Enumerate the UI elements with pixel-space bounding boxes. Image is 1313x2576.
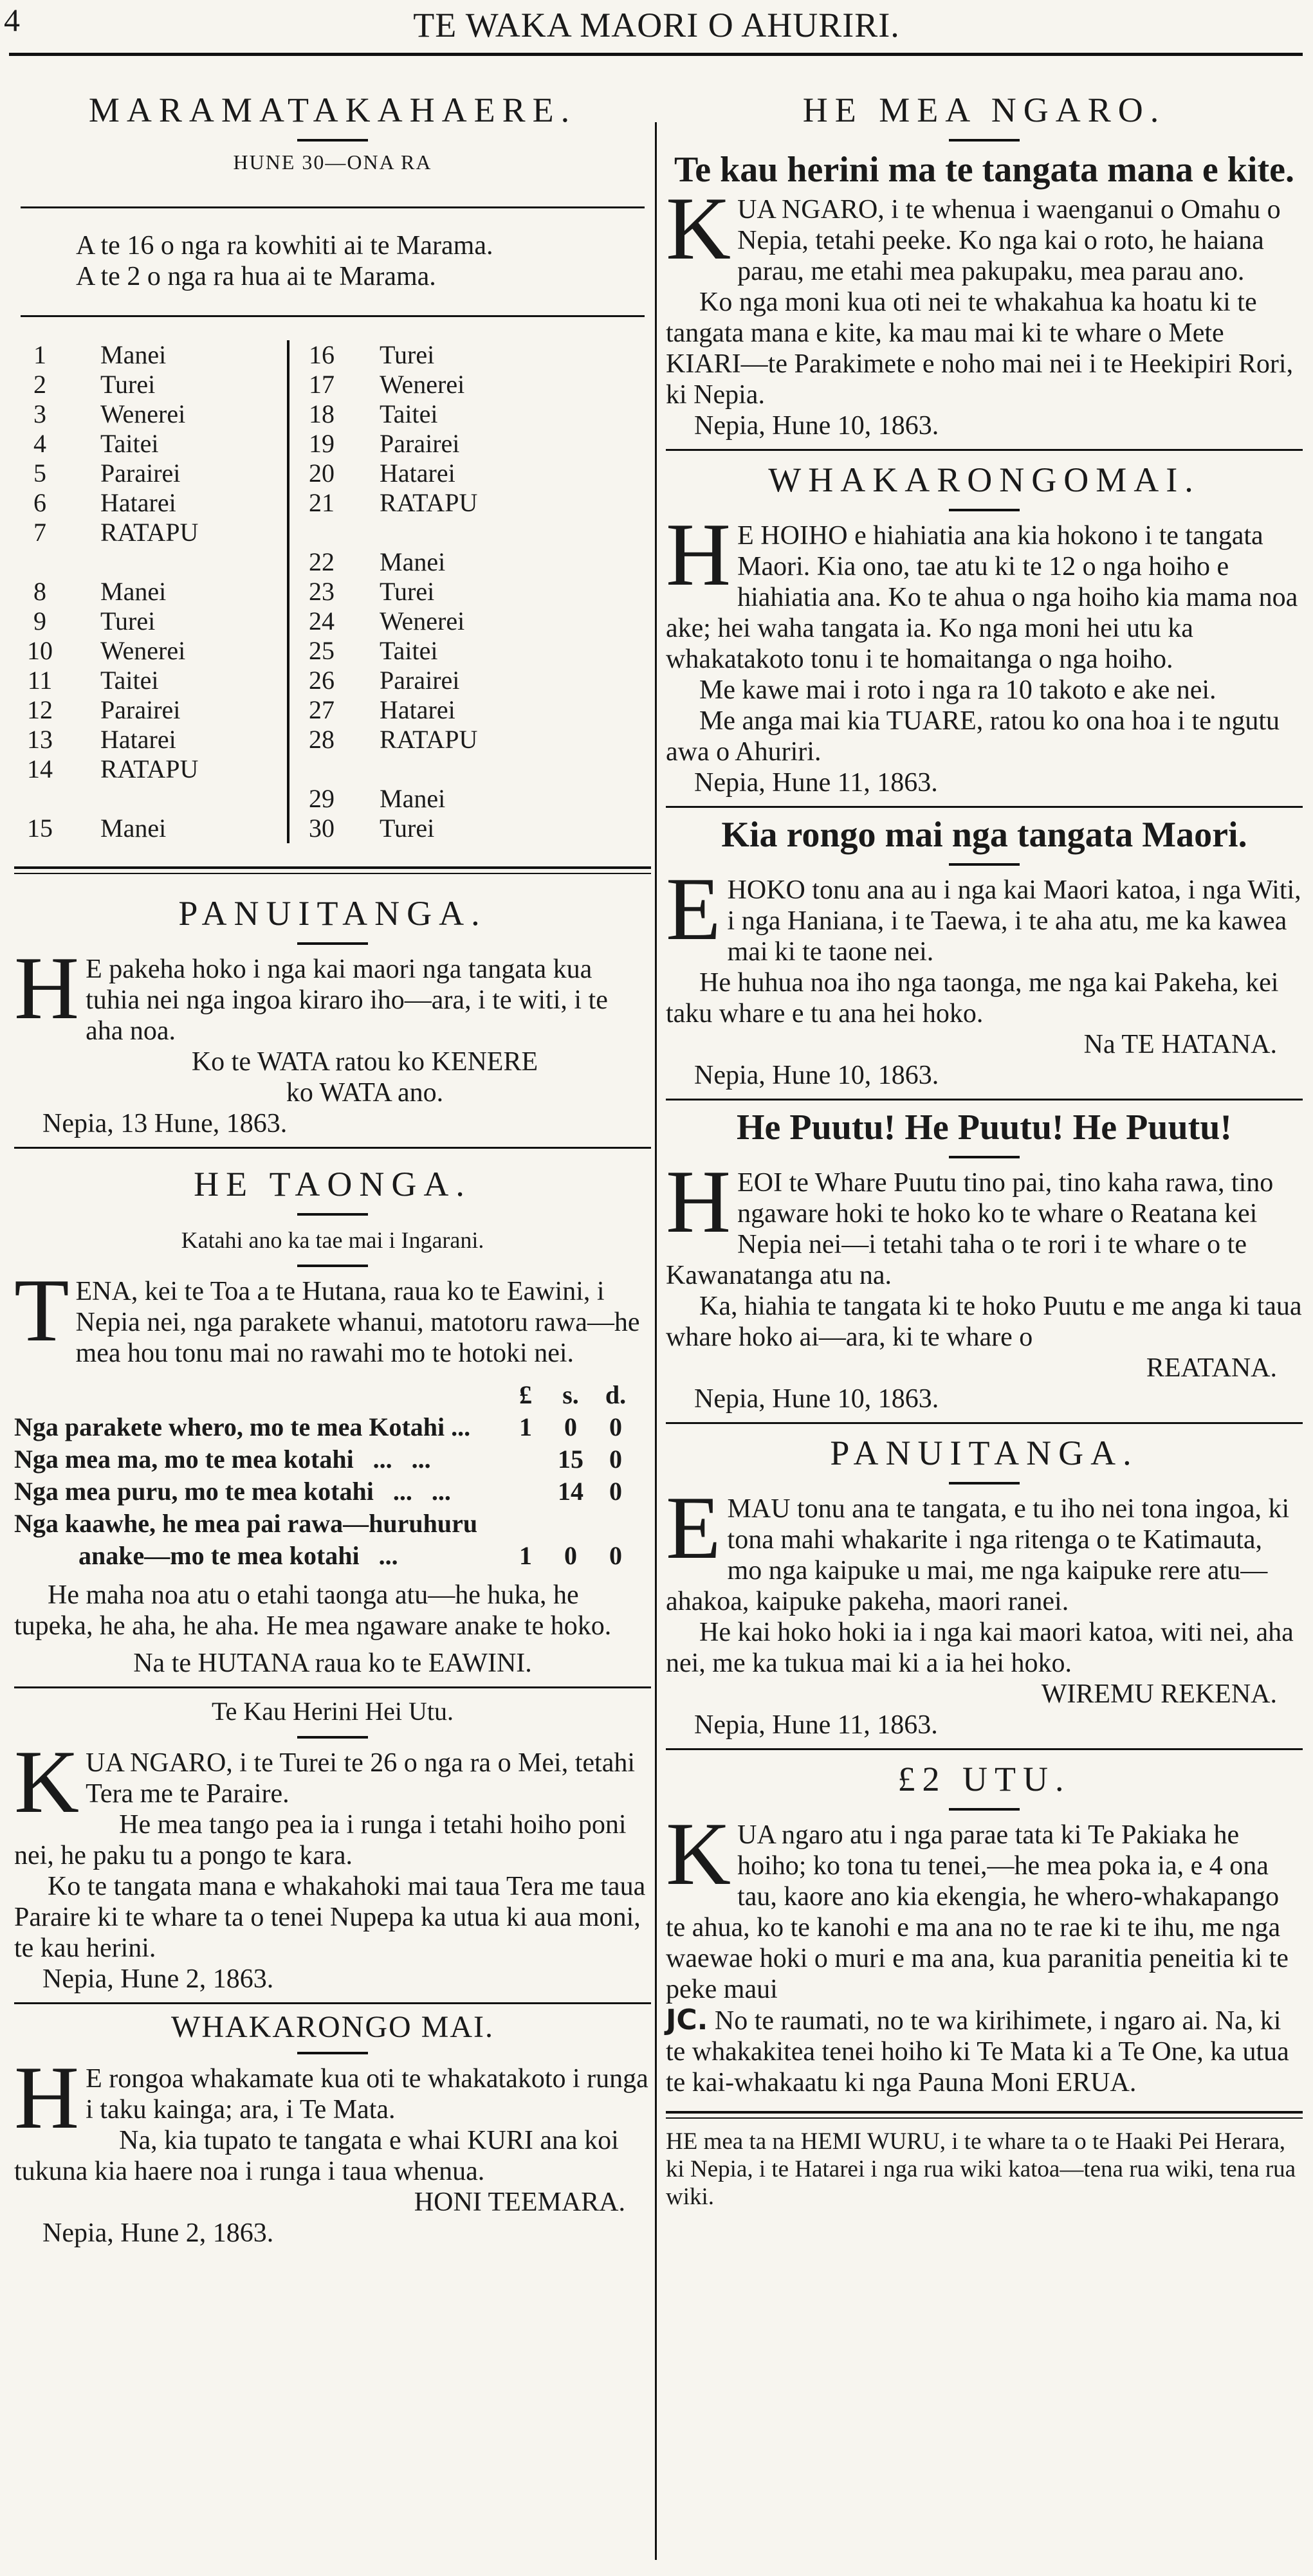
drop-cap: K <box>666 179 731 279</box>
day-number <box>14 784 71 814</box>
section-rule <box>666 1099 1303 1101</box>
price-row <box>14 1475 638 1508</box>
day-number: 5 <box>33 459 46 488</box>
moon-note: A te 2 o nga ra hua ai te Marama. <box>76 262 436 291</box>
day-number: 21 <box>309 488 335 517</box>
price-header-cell: £ <box>519 1380 532 1409</box>
notice-body <box>666 1478 1303 1740</box>
day-name <box>354 518 477 547</box>
day-name: Manei <box>380 547 446 576</box>
calendar-row <box>289 636 477 666</box>
title-rule <box>297 139 368 142</box>
price-row <box>14 1508 638 1540</box>
day-number: 17 <box>309 370 335 399</box>
advert-text: EOI te Whare Puutu tino pai, tino kaha rawa, tino ngaware hoki te hoko ko te whare o Reatana kei Nepia nei—i tetahi taha o te rori i te whare o te Kawanatanga atu na. <box>666 1168 1274 1290</box>
day-name: Taitei <box>100 429 159 458</box>
day-number: 28 <box>309 725 335 754</box>
notice-text: UA NGARO, i te whenua i waenganui o Omahu o Nepia, tetahi peeke. Ko nga kai o roto, he haiana parau, me etahi mea pakupaku, mea parau ano. <box>737 195 1281 286</box>
signature: Na TE HATANA. <box>1083 1030 1277 1059</box>
notice-title: WHAKARONGO MAI. <box>171 2010 494 2044</box>
day-number: 13 <box>27 725 53 754</box>
advert-date: Nepia, Hune 10, 1863. <box>694 1384 939 1414</box>
kau-herini-notice <box>14 1696 651 1995</box>
day-name: Manei <box>100 340 167 369</box>
title-rule <box>949 1482 1020 1484</box>
section-rule <box>666 806 1303 808</box>
price-value: 0 <box>609 1445 622 1474</box>
day-number: 12 <box>27 695 53 724</box>
notice-title: Te Kau Herini Hei Utu. <box>212 1697 454 1726</box>
taonga-advert <box>14 1164 651 1679</box>
day-name: Taitei <box>100 666 159 695</box>
day-number: 2 <box>33 370 46 399</box>
price-description: anake—mo te mea kotahi ... <box>14 1541 398 1570</box>
colophon <box>666 2128 1303 2211</box>
title-rule <box>297 942 368 945</box>
price-value: 15 <box>558 1445 583 1474</box>
calendar-row <box>14 429 288 459</box>
signature: WIREMU REKENA. <box>1041 1679 1277 1709</box>
day-name: Wenerei <box>380 370 465 399</box>
calendar-row <box>289 725 477 754</box>
signature: Na te HUTANA raua ko te EAWINI. <box>133 1649 532 1678</box>
day-name: Manei <box>100 577 167 606</box>
calendar-row <box>14 488 288 518</box>
section-rule <box>666 2111 1303 2119</box>
day-name <box>354 754 477 784</box>
days-table-left <box>14 340 289 843</box>
calendar-row <box>289 488 477 518</box>
price-header-cell: s. <box>562 1380 579 1409</box>
notice-body <box>666 179 1303 441</box>
calendar-row <box>289 399 477 429</box>
notice-date: Nepia, Hune 11, 1863. <box>694 1710 938 1740</box>
day-name: Turei <box>100 370 156 399</box>
signature: Ko te WATA ratou ko KENERE <box>191 1047 538 1077</box>
calendar-row <box>14 666 288 695</box>
calendar-row <box>14 607 288 636</box>
price-value: 0 <box>564 1541 577 1570</box>
price-value <box>503 1443 548 1475</box>
day-number: 19 <box>309 429 335 458</box>
advert-body <box>666 1152 1303 1414</box>
title-rule <box>949 509 1020 511</box>
day-name: Hatarei <box>100 488 176 517</box>
day-number: 20 <box>309 459 335 488</box>
calendar-row <box>289 429 477 459</box>
notice-text: Ko te tangata mana e whakahoki mai taua Tera me taua Paraire ki te whare ta o tenei Nupepa ka utua ki aua moni, te kau herini. <box>14 1872 646 1963</box>
notice-body <box>666 859 1303 1091</box>
day-number: 7 <box>33 518 46 547</box>
signature: REATANA. <box>1146 1353 1277 1383</box>
day-name <box>71 784 288 814</box>
advert-text: Ka, hiahia te tangata ki te hoko Puutu e me anga ki taua whare hoko ai—ara, ki te whare o <box>666 1292 1302 1352</box>
notice-text: Ko nga moni kua oti nei te whakahua ka hoatu ki te tangata mana e kite, ka mau mai ki te whare o Mete KIARI—te Parakimete e noho mai nei i te Heekipiri Rori, ki Nepia. <box>666 288 1294 410</box>
price-value <box>548 1508 593 1540</box>
day-name: Turei <box>380 340 435 369</box>
calendar-row <box>289 784 477 814</box>
advert-body-2 <box>14 1580 651 1679</box>
notice-text: No te raumati, no te wa kirihimete, i ngaro ai. Na, ki te whakakitea tenei hoiho ki Te Mata ki a Te One, ka utua te kai-whakaatu ki nga Pauna Moni ERUA. <box>666 2006 1289 2097</box>
price-value <box>593 1508 638 1540</box>
day-name: RATAPU <box>380 488 478 517</box>
title-rule <box>949 863 1020 866</box>
section-rule <box>14 2002 651 2004</box>
day-name: Parairei <box>380 429 460 458</box>
day-number: 26 <box>309 666 335 695</box>
notice-title: PANUITANGA. <box>830 1434 1139 1472</box>
day-number: 22 <box>309 547 335 576</box>
day-name <box>71 547 288 577</box>
day-number: 29 <box>309 784 335 813</box>
mea-ngaro-notice <box>666 90 1303 441</box>
price-header-blank <box>14 1379 503 1411</box>
price-value: 1 <box>519 1541 532 1570</box>
notice-body <box>14 2048 651 2249</box>
price-header-row <box>14 1379 638 1411</box>
panuitanga-notice-2 <box>666 1433 1303 1740</box>
signature: HONI TEEMARA. <box>414 2188 625 2217</box>
day-number: 18 <box>309 399 335 428</box>
day-number: 25 <box>309 636 335 665</box>
price-value: 0 <box>609 1412 622 1441</box>
notice-headline: Te kau herini ma te tangata mana e kite. <box>674 150 1294 190</box>
day-number: 8 <box>33 577 46 606</box>
notice-date: Nepia, Hune 2, 1863. <box>42 1964 274 1994</box>
calendar-section <box>14 90 651 843</box>
day-name: Wenerei <box>380 607 465 635</box>
price-value: 0 <box>564 1412 577 1441</box>
title-rule <box>949 1808 1020 1811</box>
utu-reward-notice <box>666 1759 1303 2098</box>
notice-title: WHAKARONGOMAI. <box>768 461 1200 499</box>
notice-text: Na, kia tupato te tangata e whai KURI ana koi tukuna kia haere noa i runga i taua whenua. <box>14 2126 619 2186</box>
notice-text: Me kawe mai i roto i nga ra 10 takoto e ake nei. <box>699 675 1217 705</box>
calendar-row <box>14 370 288 399</box>
advert-body <box>14 1261 651 1369</box>
day-name: RATAPU <box>380 725 478 754</box>
price-description: Nga parakete whero, mo te mea Kotahi ... <box>14 1412 471 1441</box>
notice-body <box>14 1732 651 1995</box>
day-number: 15 <box>27 814 53 843</box>
drop-cap: H <box>666 505 731 605</box>
right-column <box>666 64 1303 2211</box>
day-number: 3 <box>33 399 46 428</box>
day-name: Hatarei <box>380 459 455 488</box>
advert-text: He maha noa atu o etahi taonga atu—he huka, he tupeka, he aha, he aha. He mea ngaware anake te hoko. <box>14 1580 612 1641</box>
notice-title: £2 UTU. <box>897 1760 1071 1798</box>
day-name: Turei <box>380 814 435 843</box>
day-number: 23 <box>309 577 335 606</box>
column-divider <box>655 122 657 2560</box>
drop-cap: K <box>14 1732 80 1832</box>
price-row <box>14 1540 638 1572</box>
title-rule <box>297 1265 368 1267</box>
panuitanga-notice <box>14 893 651 1139</box>
whakarongo-mai-notice <box>14 2012 651 2249</box>
notice-text: E HOIHO e hiahiatia ana kia hokono i te tangata Maori. Kia ono, tae atu ki te 12 o nga hoiho e hiahiatia ana. Ko te ahua o nga hoiho kia mama noa ake; hei waha tangata ia. Ko nga moni hei utu ka whakatakoto tonu i te homaitanga o nga hoiho. <box>666 521 1298 674</box>
calendar-row <box>14 459 288 488</box>
advert-headline: He Puutu! He Puutu! He Puutu! <box>736 1108 1233 1147</box>
calendar-row <box>14 399 288 429</box>
calendar-row <box>14 695 288 725</box>
calendar-row <box>289 518 477 547</box>
price-value: 14 <box>558 1477 583 1506</box>
calendar-notes <box>14 230 651 292</box>
calendar-row <box>14 340 288 370</box>
calendar-row <box>289 577 477 607</box>
calendar-table <box>14 340 651 843</box>
kia-rongo-notice <box>666 816 1303 1091</box>
calendar-row <box>14 577 288 607</box>
calendar-title: MARAMATAKAHAERE. <box>88 91 577 129</box>
price-description: Nga mea ma, mo te mea kotahi ... ... <box>14 1445 431 1474</box>
day-name: RATAPU <box>100 518 199 547</box>
notice-text: UA ngaro atu i nga parae tata ki Te Pakiaka he hoiho; ko tona tu tenei,—he mea poka ia, e 4 ona tau, kaore ano kia ekengia, he whero-whakapango te ahua, ko te kanohi e ma ana no te rae ki te ihu, me nga waewae hoki o muri e ma ana, kua paranitia peneitia ki te peke maui <box>666 1820 1289 2004</box>
price-header-cell: d. <box>605 1380 627 1409</box>
notice-text: E rongoa whakamate kua oti te whakatakoto i runga i taku kainga; ara, i Te Mata. <box>86 2064 648 2124</box>
notice-body <box>666 505 1303 798</box>
notice-date: Nepia, 13 Hune, 1863. <box>42 1109 288 1138</box>
left-column <box>14 64 651 2249</box>
title-rule <box>297 1736 368 1739</box>
notice-title: HE MEA NGARO. <box>802 91 1166 129</box>
day-name: Wenerei <box>100 636 186 665</box>
calendar-row <box>14 547 288 577</box>
day-number: 6 <box>33 488 46 517</box>
calendar-row <box>14 754 288 784</box>
section-rule <box>666 449 1303 451</box>
header-rule <box>9 53 1303 56</box>
day-number: 9 <box>33 607 46 635</box>
page-number: 4 <box>4 2 20 38</box>
day-name: Taitei <box>380 399 438 428</box>
notice-text: He huhua noa iho nga taonga, me nga kai Pakeha, kei taku whare e tu ana hei hoko. <box>666 968 1279 1028</box>
brand-mark: JC. <box>666 2004 708 2036</box>
calendar-row <box>289 370 477 399</box>
day-name: Hatarei <box>100 725 176 754</box>
calendar-row <box>289 754 477 784</box>
notice-date: Nepia, Hune 10, 1863. <box>694 411 939 441</box>
calendar-row <box>289 459 477 488</box>
section-rule <box>666 1422 1303 1424</box>
title-rule <box>297 1213 368 1216</box>
notice-text: HOKO tonu ana au i nga kai Maori katoa, i nga Witi, i nga Haniana, i te Taewa, i te aha atu, me ka kawea mai ki te taone nei. <box>727 875 1301 967</box>
calendar-row <box>14 636 288 666</box>
notice-text: He mea tango pea ia i runga i tetahi hoiho poni nei, he paku tu a pongo te kara. <box>14 1810 627 1870</box>
day-number <box>14 547 71 577</box>
notice-text: Me anga mai kia TUARE, ratou ko ona hoa i te ngutu awa o Ahuriri. <box>666 706 1280 767</box>
drop-cap: E <box>666 1478 721 1578</box>
price-description: Nga kaawhe, he mea pai rawa—huruhuru <box>14 1509 478 1538</box>
day-number: 16 <box>309 340 335 369</box>
day-number <box>289 754 354 784</box>
calendar-row <box>14 784 288 814</box>
notice-headline: Kia rongo mai nga tangata Maori. <box>721 815 1247 855</box>
day-name: Wenerei <box>100 399 186 428</box>
signature: ko WATA ano. <box>286 1078 444 1108</box>
notice-body <box>666 1804 1303 2098</box>
title-rule <box>297 2052 368 2054</box>
calendar-subtitle: HUNE 30—ONA RA <box>233 151 432 174</box>
notice-text: UA NGARO, i te Turei te 26 o nga ra o Mei, tetahi Tera me te Paraire. <box>86 1748 636 1809</box>
divider <box>21 315 645 317</box>
advert-text: ENA, kei te Toa a te Hutana, raua ko te Eawini, i Nepia nei, nga parakete whanui, matotoru rawa—he mea hou tonu mai no rawahi mo te hotoki nei. <box>75 1277 640 1368</box>
notice-body <box>14 938 651 1139</box>
section-rule <box>14 866 651 874</box>
divider <box>21 206 645 208</box>
moon-note: A te 16 o nga ra kowhiti ai te Marama. <box>76 231 493 260</box>
day-number: 11 <box>27 666 53 695</box>
day-name: Parairei <box>100 695 181 724</box>
calendar-row <box>289 666 477 695</box>
day-name: Turei <box>380 577 435 606</box>
day-number: 1 <box>33 340 46 369</box>
drop-cap: H <box>666 1152 731 1252</box>
puutu-advert <box>666 1108 1303 1414</box>
notice-date: Nepia, Hune 11, 1863. <box>694 768 938 798</box>
price-row <box>14 1443 638 1475</box>
masthead-title: TE WAKA MAORI O AHURIRI. <box>413 6 900 44</box>
section-rule <box>666 1748 1303 1750</box>
calendar-row <box>289 814 477 843</box>
day-name: RATAPU <box>100 754 199 783</box>
title-rule <box>949 1156 1020 1158</box>
price-value: 0 <box>609 1477 622 1506</box>
price-row <box>14 1411 638 1443</box>
day-number: 30 <box>309 814 335 843</box>
day-name: Parairei <box>380 666 460 695</box>
calendar-row <box>289 607 477 636</box>
day-name: Taitei <box>380 636 438 665</box>
day-number: 24 <box>309 607 335 635</box>
notice-text: He kai hoko hoki ia i nga kai maori katoa, witi nei, aha nei, me ka tukua mai ki a ia hei hoko. <box>666 1618 1294 1678</box>
whakarongomai-notice <box>666 460 1303 798</box>
day-name: Parairei <box>100 459 181 488</box>
price-value: 0 <box>609 1541 622 1570</box>
drop-cap: K <box>666 1804 731 1904</box>
calendar-row <box>14 725 288 754</box>
price-description: Nga mea puru, mo te mea kotahi ... ... <box>14 1477 451 1506</box>
day-name: Turei <box>100 607 156 635</box>
calendar-row <box>289 547 477 577</box>
notice-date: Nepia, Hune 2, 1863. <box>42 2218 274 2248</box>
calendar-row <box>289 695 477 725</box>
notice-text: E pakeha hoko i nga kai maori nga tangata kua tuhia nei nga ingoa kiraro iho—ara, i te witi, i te aha noa. <box>86 955 608 1046</box>
price-value: 1 <box>519 1412 532 1441</box>
notice-date: Nepia, Hune 10, 1863. <box>694 1061 939 1090</box>
day-number: 4 <box>33 429 46 458</box>
advert-title: HE TAONGA. <box>194 1165 472 1203</box>
colophon-text: HE mea ta na HEMI WURU, i te whare ta o te Haaki Pei Herara, ki Nepia, i te Hatarei i nga rua wiki katoa—tena rua wiki, tena rua wiki. <box>666 2128 1296 2210</box>
day-name: Manei <box>380 784 446 813</box>
day-number: 10 <box>27 636 53 665</box>
drop-cap: H <box>14 2048 80 2148</box>
day-name: Hatarei <box>380 695 455 724</box>
price-table <box>14 1379 638 1572</box>
day-name: Manei <box>100 814 167 843</box>
notice-title: PANUITANGA. <box>178 894 487 933</box>
section-rule <box>14 1147 651 1149</box>
calendar-row <box>14 814 288 843</box>
day-number: 27 <box>309 695 335 724</box>
title-rule <box>949 139 1020 142</box>
advert-subtitle: Katahi ano ka tae mai i Ingarani. <box>181 1227 484 1253</box>
price-value <box>503 1508 548 1540</box>
section-rule <box>14 1686 651 1688</box>
day-number <box>289 518 354 547</box>
calendar-row <box>14 518 288 547</box>
calendar-row <box>289 340 477 370</box>
price-value <box>503 1475 548 1508</box>
day-number: 14 <box>27 754 53 783</box>
drop-cap: H <box>14 938 80 1038</box>
drop-cap: E <box>666 859 721 959</box>
days-table-right <box>289 340 477 843</box>
notice-text: MAU tonu ana te tangata, e tu iho nei tona ingoa, ki tona mahi whakarite i nga ritenga o te Katimauta, mo nga kaipuke u mai, me nga kaipuke rere atu—ahakoa, kaipuke pakeha, maori ranei. <box>666 1494 1290 1616</box>
drop-cap: T <box>14 1261 69 1360</box>
